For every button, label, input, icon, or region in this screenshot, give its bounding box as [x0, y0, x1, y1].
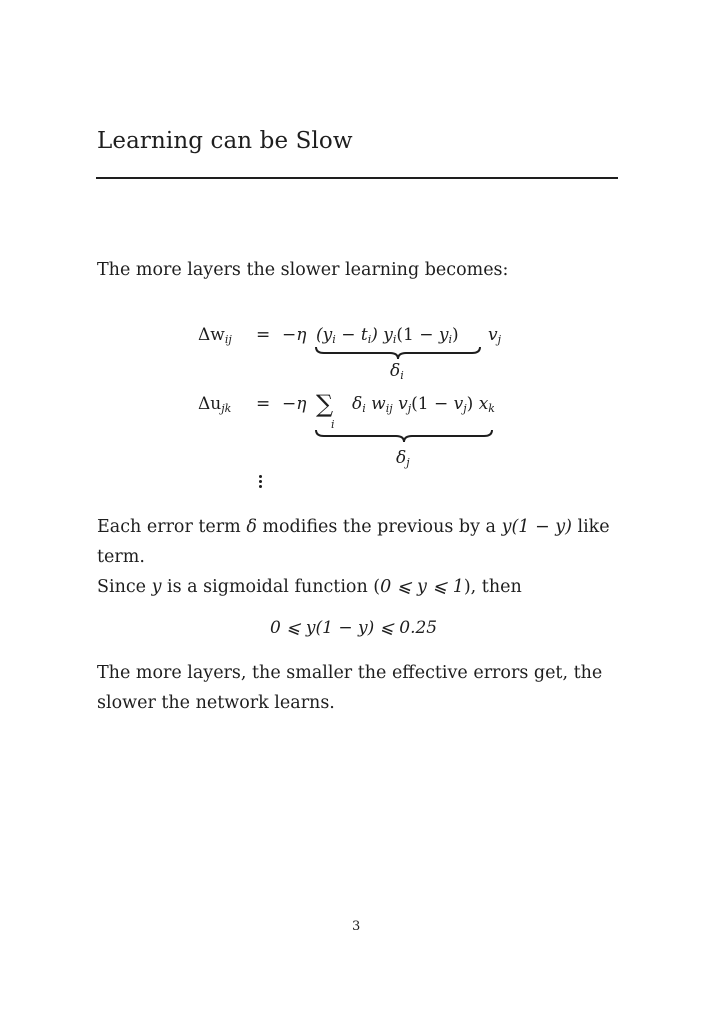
eq1-tail: [488, 325, 501, 346]
error-term-paragraph: [97, 512, 627, 572]
eq1-tail-subscript: j: [497, 333, 502, 346]
eq2-summand: $\delta_i$ $w_{ij}$ $v_j(1 - v_j)$ $x_k$: [352, 394, 495, 415]
para2-text-b: modifies the previous by a: [256, 517, 502, 537]
para2-line2: term.: [97, 547, 145, 567]
slide-title: Learning can be Slow: [97, 128, 353, 154]
eq2-eta: −η: [282, 394, 307, 414]
para3-y: y: [151, 577, 162, 597]
eq2-brace-label-subscript: j: [406, 456, 410, 469]
para3-range: 0 ⩽ y ⩽ 1: [380, 577, 464, 597]
eq1-eta: −η: [282, 325, 307, 345]
inequality: 0 ⩽ y(1 − y) ⩽ 0.25: [270, 618, 438, 638]
eq1-grouped-term: $(y_i - t_i) y_i(1 - y_i)$: [316, 325, 459, 346]
eq1-lhs: [198, 325, 232, 345]
equation-delta-u: [198, 390, 495, 431]
eq2-lhs: [198, 394, 231, 414]
eq1-lhs-subscript: ij: [224, 333, 232, 346]
eq1-underbrace: [314, 345, 482, 361]
para2-delta: δ: [246, 517, 257, 537]
eq2-lhs-subscript: jk: [221, 402, 232, 415]
eq1-tail-symbol: v: [488, 325, 498, 345]
conclusion-paragraph: [97, 658, 602, 718]
eq1-lhs-symbol: Δw: [198, 325, 225, 345]
vdot: [259, 480, 262, 483]
eq1-brace-label-symbol: δ: [390, 361, 401, 381]
vdot: [259, 475, 262, 478]
eq1-brace-label-subscript: i: [400, 369, 404, 382]
page-number: 3: [352, 919, 361, 934]
para2-text-c: like: [571, 517, 610, 537]
vertical-ellipsis: [259, 475, 263, 490]
eq1-brace-label: [390, 361, 404, 382]
title-rule: [96, 177, 618, 179]
vdot: [259, 485, 262, 488]
para3-text-b: is a sigmoidal function (: [161, 577, 381, 597]
para3-text-c: ), then: [463, 577, 522, 597]
eq2-sum-index: i: [331, 418, 335, 431]
eq2-lhs-symbol: Δu: [198, 394, 222, 414]
para2-term: y(1 − y): [501, 517, 572, 537]
eq1-equals: =: [256, 325, 271, 345]
para2-text-a: Each error term: [97, 517, 247, 537]
eq2-brace-label-symbol: δ: [396, 448, 407, 468]
sigmoid-paragraph: [97, 572, 522, 602]
para4-line1: The more layers, the smaller the effective errors get, the: [97, 663, 603, 683]
eq2-underbrace: [314, 428, 494, 444]
eq2-equals: =: [256, 394, 271, 414]
para3-text-a: Since: [97, 577, 152, 597]
equation-delta-w: [198, 325, 502, 346]
eq2-brace-label: [396, 448, 410, 469]
eq2-sum-symbol: ∑: [316, 390, 334, 418]
intro-text: The more layers the slower learning becomes:: [97, 260, 509, 280]
para4-line2: slower the network learns.: [97, 693, 335, 713]
